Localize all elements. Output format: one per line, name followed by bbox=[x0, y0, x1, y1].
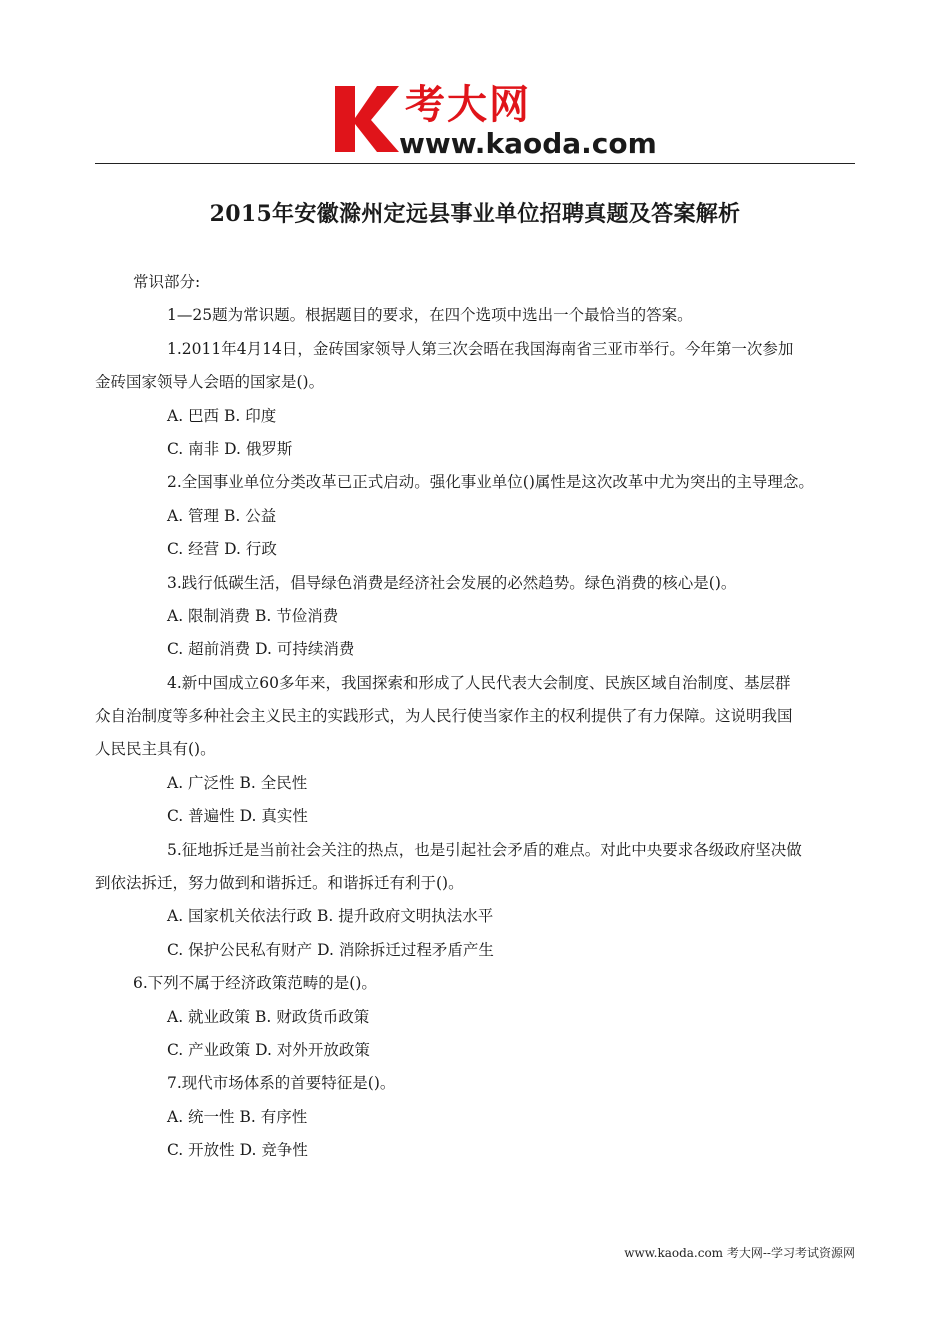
text-line: 常识部分: bbox=[133, 273, 201, 291]
text-line: 1.2011年4月14日，金砖国家领导人第三次会晤在我国海南省三亚市举行。今年第一次参加 bbox=[167, 339, 794, 358]
text-line: A. 广泛性 B. 全民性 bbox=[167, 773, 308, 792]
text-line: 人民民主具有()。 bbox=[95, 740, 216, 759]
text-line: 金砖国家领导人会晤的国家是()。 bbox=[95, 373, 325, 392]
text-line: C. 保护公民私有财产 D. 消除拆迁过程矛盾产生 bbox=[167, 940, 494, 959]
logo-brand-text: 考大网 bbox=[405, 82, 531, 128]
text-line: 7.现代市场体系的首要特征是()。 bbox=[167, 1074, 396, 1093]
text-line: A. 限制消费 B. 节俭消费 bbox=[167, 606, 339, 625]
text-line: 4.新中国成立60多年来，我国探索和形成了人民代表大会制度、民族区域自治制度、基层群 bbox=[167, 673, 791, 692]
text-line: 6.下列不属于经济政策范畴的是()。 bbox=[133, 974, 377, 993]
logo-url-text: www.kaoda.com bbox=[399, 127, 657, 160]
text-line: 1—25题为常识题。根据题目的要求，在四个选项中选出一个最恰当的答案。 bbox=[167, 306, 693, 325]
text-line: C. 经营 D. 行政 bbox=[167, 540, 277, 559]
page-footer: www.kaoda.com 考大网--学习考试资源网 bbox=[624, 1246, 855, 1260]
text-line: A. 国家机关依法行政 B. 提升政府文明执法水平 bbox=[167, 907, 494, 926]
text-line: A. 统一性 B. 有序性 bbox=[167, 1107, 308, 1126]
text-line: 到依法拆迁，努力做到和谐拆迁。和谐拆迁有利于()。 bbox=[95, 874, 464, 893]
document-body bbox=[95, 266, 865, 1168]
document-title: 2015年安徽滁州定远县事业单位招聘真题及答案解析 bbox=[209, 201, 741, 227]
kaoda-logo bbox=[333, 78, 663, 160]
text-line: C. 产业政策 D. 对外开放政策 bbox=[167, 1040, 370, 1059]
text-line: C. 南非 D. 俄罗斯 bbox=[167, 439, 293, 458]
text-line: A. 就业政策 B. 财政货币政策 bbox=[167, 1007, 370, 1026]
text-line: A. 巴西 B. 印度 bbox=[167, 406, 277, 425]
text-line: 2.全国事业单位分类改革已正式启动。强化事业单位()属性是这次改革中尤为突出的主导理念。 bbox=[167, 473, 814, 492]
text-line: A. 管理 B. 公益 bbox=[167, 506, 277, 525]
header-divider bbox=[95, 163, 855, 164]
text-line: 3.践行低碳生活，倡导绿色消费是经济社会发展的必然趋势。绿色消费的核心是()。 bbox=[167, 573, 737, 592]
text-line: C. 超前消费 D. 可持续消费 bbox=[167, 640, 355, 659]
text-line: C. 普遍性 D. 真实性 bbox=[167, 807, 308, 826]
text-line: 5.征地拆迁是当前社会关注的热点，也是引起社会矛盾的难点。对此中央要求各级政府坚决做 bbox=[167, 840, 802, 859]
text-line: C. 开放性 D. 竞争性 bbox=[167, 1141, 308, 1160]
kaoda-logo-graphic bbox=[333, 78, 663, 160]
text-line: 众自治制度等多种社会主义民主的实践形式，为人民行使当家作主的权利提供了有力保障。这说明我国 bbox=[95, 707, 793, 726]
